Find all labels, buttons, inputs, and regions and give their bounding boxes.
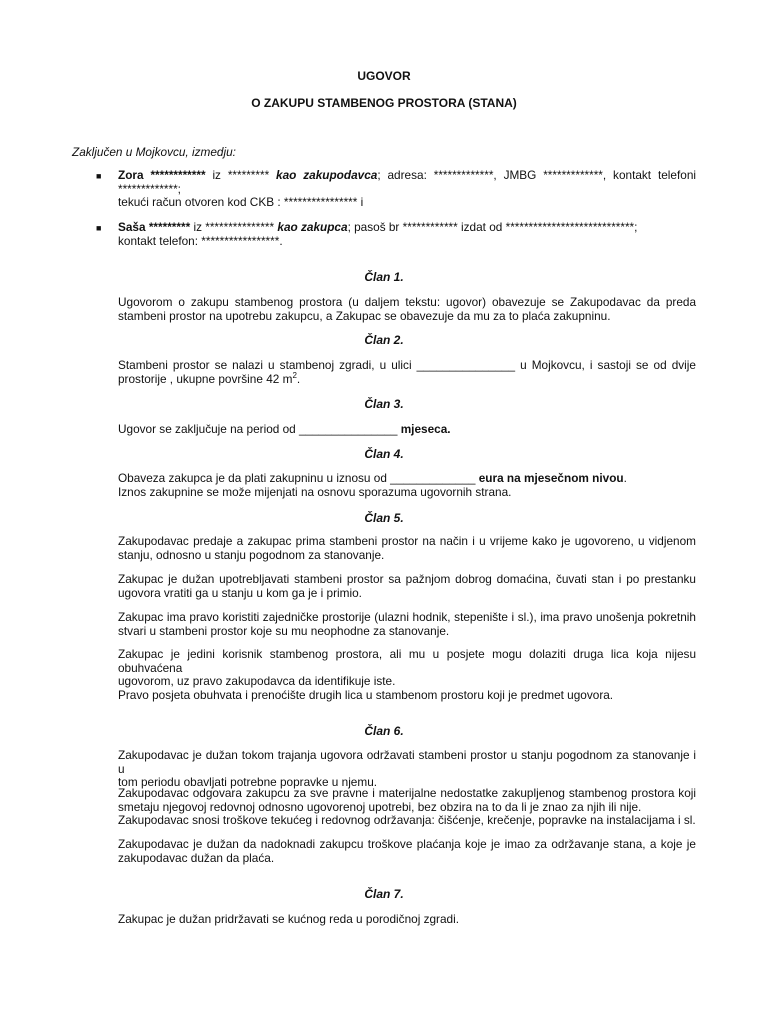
article-1-heading: Član 1.	[364, 270, 404, 284]
lessor-role: kao zakupodavca	[276, 168, 378, 182]
article-5-paragraph-4: Zakupac je jedini korisnik stambenog prostora, ali mu u posjete mogu dolaziti druga lica koja nijesu obuhvaćena ugovorom, uz pravo zakupodavca da identifikuje iste. Pravo posjeta obuhvata i prenoćište drugih lica u stambenom prostoru koji je predmet ugovora.	[118, 647, 696, 702]
article-3-heading: Član 3.	[364, 397, 404, 411]
article-6-heading: Član 6.	[364, 724, 404, 738]
article-5-paragraph-1: Zakupodavac predaje a zakupac prima stambeni prostor na način i u vrijeme kako je ugovoreno, u vidjenom stanju, odnosno u stanju pogodnom za stanovanje.	[118, 534, 696, 562]
lessee-name: Saša	[118, 220, 146, 234]
article-1-text: Ugovorom o zakupu stambenog prostora (u daljem tekstu: ugovor) obavezuje se Zakupodavac da preda stambeni prostor na upotrebu zakupcu, a Zakupac se obavezuje da mu za to plaća zakupninu.	[118, 295, 696, 323]
article-6-paragraph-3: Zakupodavac je dužan da nadoknadi zakupcu troškove plaćanja koje je imao za održavanje stana, a koje je zakupodavac dužan da plaća.	[118, 837, 696, 865]
article-2-heading: Član 2.	[364, 333, 404, 347]
article-7-heading: Član 7.	[364, 887, 404, 901]
document-subtitle: O ZAKUPU STAMBENOG PROSTORA (STANA)	[251, 96, 517, 110]
document-title: UGOVOR	[357, 69, 411, 83]
article-4-heading: Član 4.	[364, 447, 404, 461]
article-6-paragraph-2: Zakupodavac odgovara zakupcu za sve pravne i materijalne nedostatke zakupljenog stambenog prostora koji smetaju njegovoj redovnoj odnosno ugovorenoj upotrebi, bez obzira na to da li je znao za njih ili nije. Zakupodavac snosi troškove tekućeg i redovnog održavanja: čišćenje, krečenje, popravke na instalacijama i sl.	[118, 786, 696, 828]
article-3-text: Ugovor se zaključuje na period od _______________ mjeseca.	[118, 422, 451, 436]
intro-line: Zaključen u Mojkovcu, izmedju:	[72, 145, 236, 159]
article-4-text: Obaveza zakupca je da plati zakupninu u iznosu od _____________ eura na mjesečnom nivou. Iznos zakupnine se može mijenjati na osnovu sporazuma ugovornih strana.	[118, 471, 627, 499]
article-5-paragraph-3: Zakupac ima pravo koristiti zajedničke prostorije (ulazni hodnik, stepenište i sl.), ima pravo unošenja pokretnih stvari u stambeni prostor koje su mu neophodne za stanovanje.	[118, 610, 696, 638]
bullet-icon: ■	[96, 171, 102, 181]
bullet-icon: ■	[96, 223, 102, 233]
article-2-text: Stambeni prostor se nalazi u stambenoj zgradi, u ulici _______________ u Mojkovcu, i sastoji se od dvije prostorije , ukupne površine 42 $m^2$.	[118, 358, 696, 386]
party-lessor: Zora ************ iz ********* kao zakupodavca; adresa: *************, JMBG *************, kontakt telefoni *************; tekući račun otvoren kod CKB : **************** i	[118, 168, 697, 209]
lessor-name: Zora	[118, 168, 144, 182]
party-lessee: Saša ********* iz *************** kao zakupca; pasoš br ************ izdat od ****************************; kontakt telefon: *****************.	[118, 220, 638, 248]
article-7-text: Zakupac je dužan pridržavati se kućnog reda u porodičnoj zgradi.	[118, 912, 459, 926]
article-6-paragraph-1: Zakupodavac je dužan tokom trajanja ugovora održavati stambeni prostor u stanju pogodnom za stanovanje i u tom periodu obavljati potrebne popravke u njemu.	[118, 748, 696, 790]
article-5-paragraph-2: Zakupac je dužan upotrebljavati stambeni prostor sa pažnjom dobrog domaćina, čuvati stan i po prestanku ugovora vratiti ga u stanju u kom ga je i primio.	[118, 572, 696, 600]
lessee-role: kao zakupca	[277, 220, 348, 234]
article-5-heading: Član 5.	[364, 511, 404, 525]
